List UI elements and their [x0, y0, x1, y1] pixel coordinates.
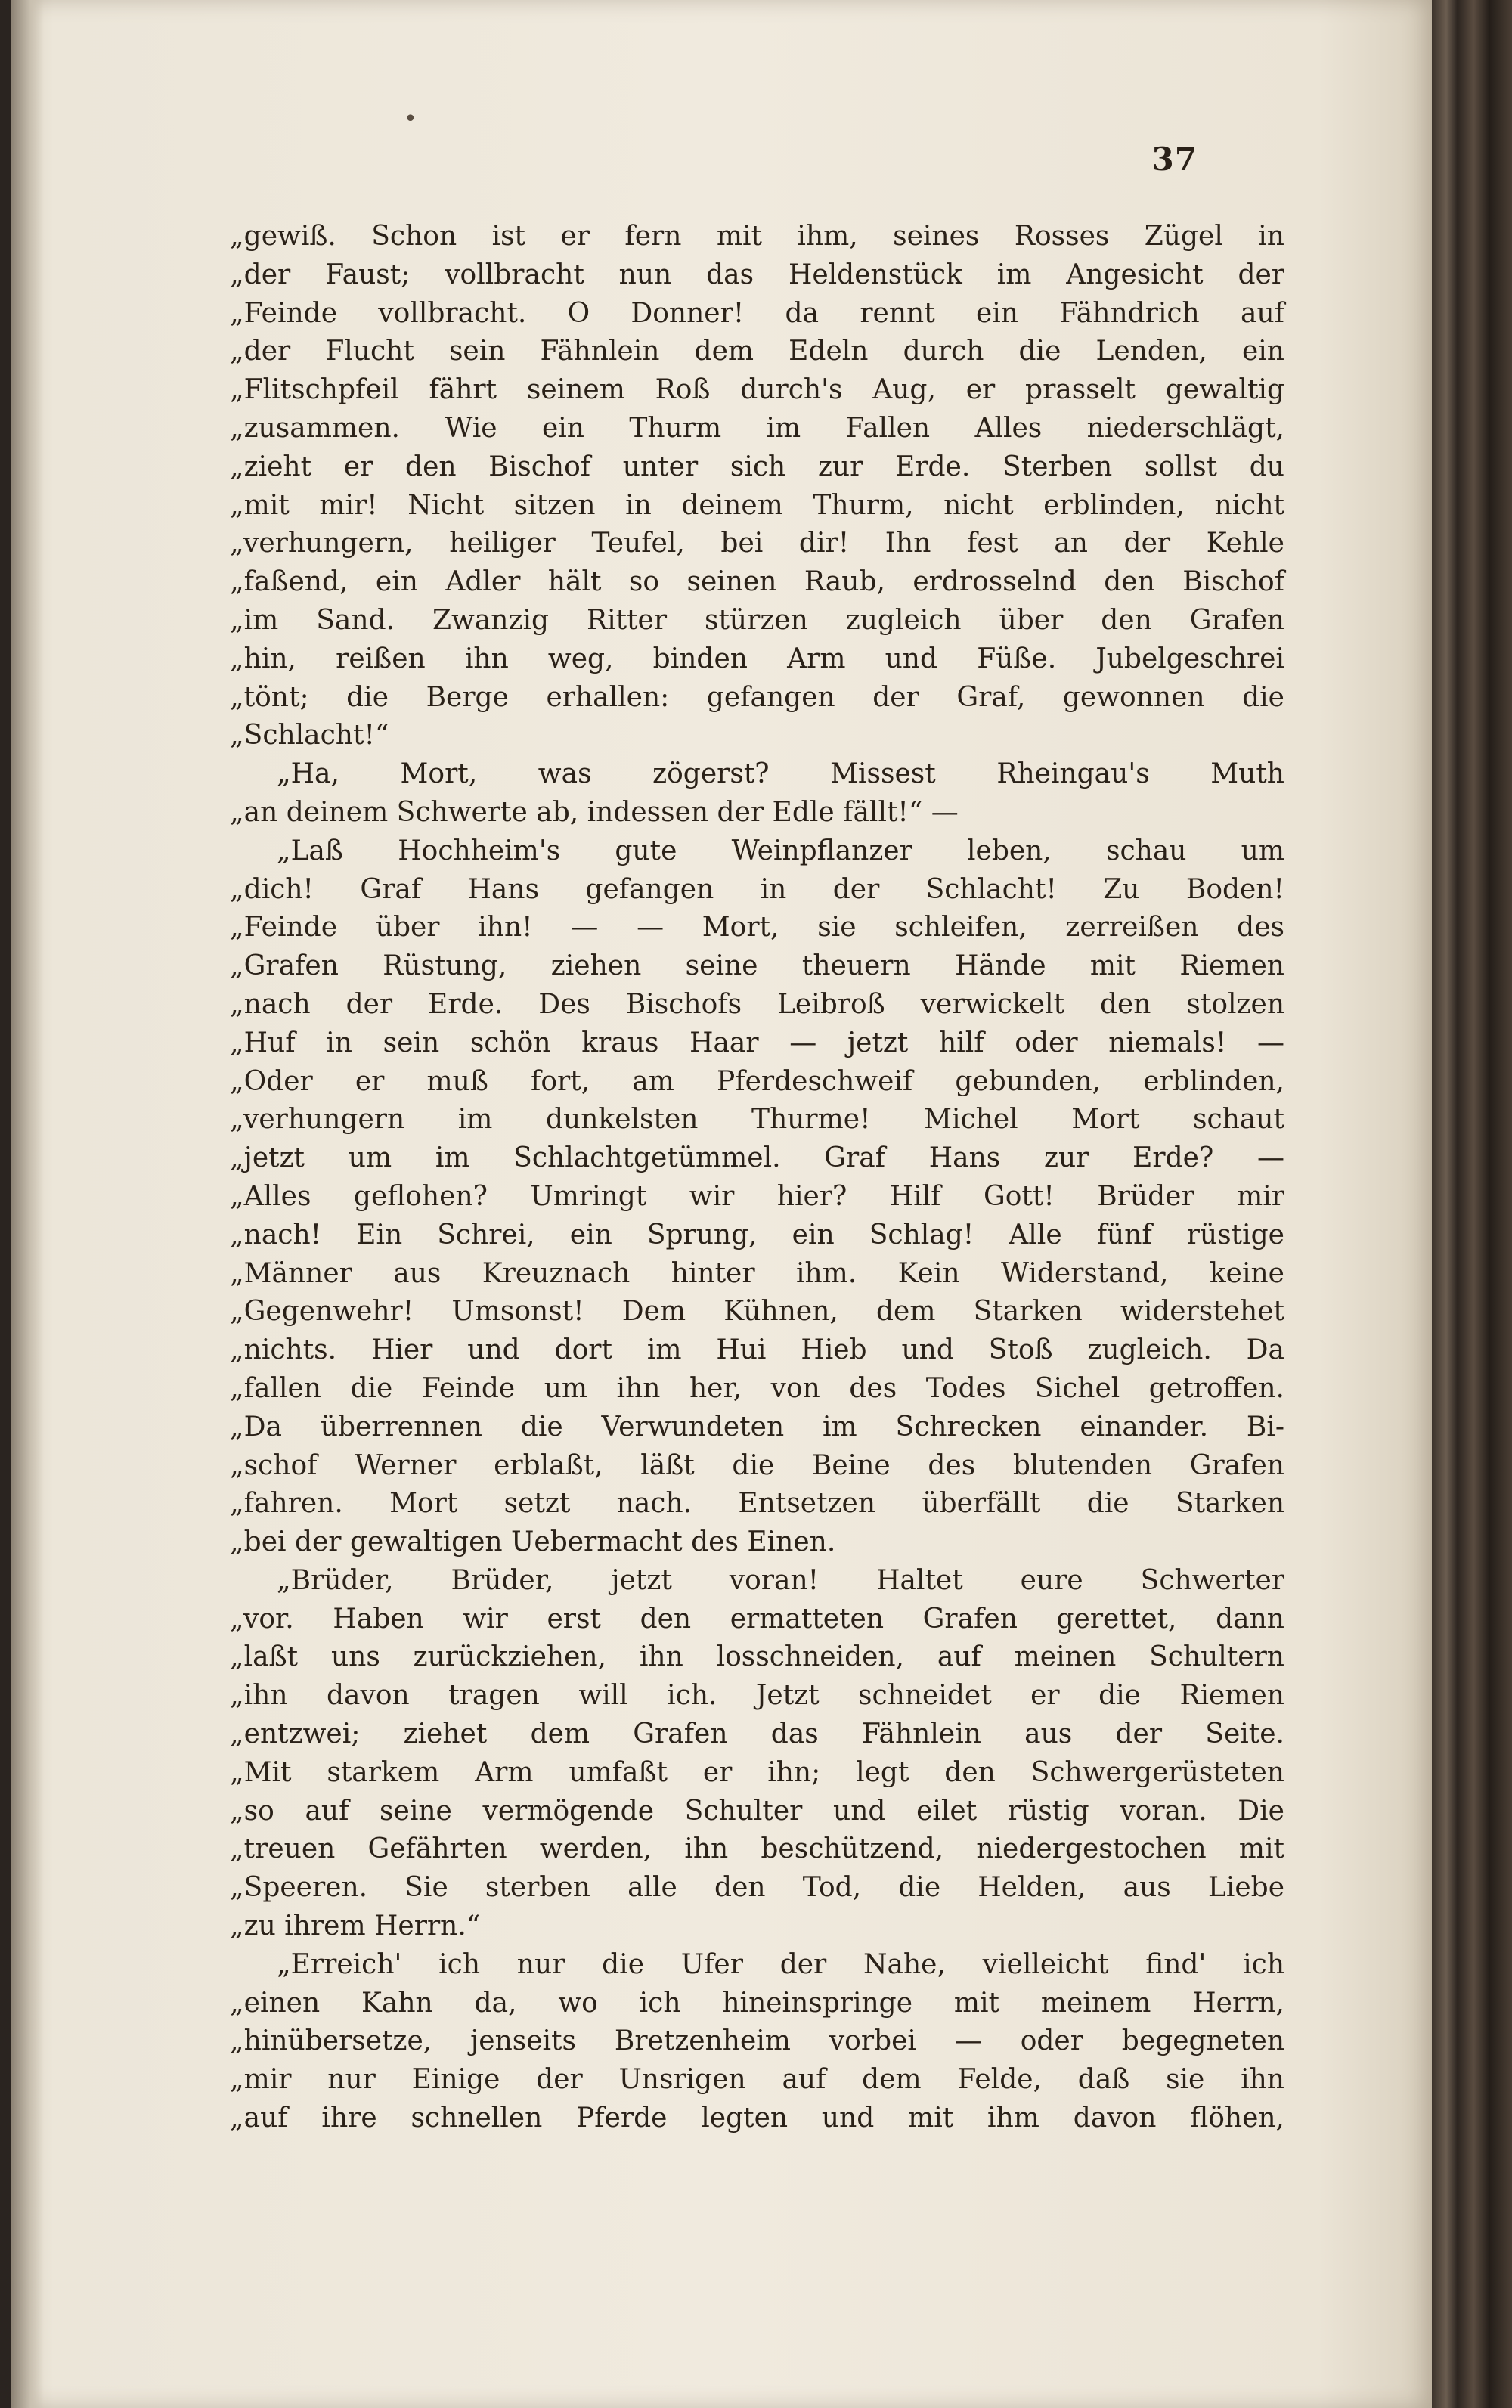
text-line: „hin, reißen ihn weg, binden Arm und Füße. Jubelgeschrei — [230, 643, 1284, 674]
text-line: „Flitschpfeil fährt seinem Roß durch's Aug, er prasselt gewaltig — [230, 374, 1284, 406]
text-line: „treuen Gefährten werden, ihn beschützend, niedergestochen mit — [230, 1833, 1284, 1865]
text-line: „zusammen. Wie ein Thurm im Fallen Alles niederschlägt, — [230, 412, 1284, 444]
text-line: „Mit starkem Arm umfaßt er ihn; legt den Schwergerüsteten — [230, 1756, 1284, 1788]
text-line: „Huf in sein schön kraus Haar — jetzt hilf oder niemals! — — [230, 1027, 1284, 1058]
text-line: „Oder er muß fort, am Pferdeschweif gebunden, erblinden, — [230, 1065, 1284, 1097]
text-line: „Speeren. Sie sterben alle den Tod, die Helden, aus Liebe — [230, 1872, 1284, 1904]
text-line: „gewiß. Schon ist er fern mit ihm, seines Rosses Zügel in — [230, 221, 1284, 252]
text-line: „Grafen Rüstung, ziehen seine theuern Hände mit Riemen — [230, 950, 1284, 982]
text-line: „Laß Hochheim's gute Weinpflanzer leben, schau um — [277, 835, 1284, 866]
text-line: „zieht er den Bischof unter sich zur Erde. Sterben sollst du — [230, 451, 1284, 482]
text-line: „laßt uns zurückziehen, ihn losschneiden, auf meinen Schultern — [230, 1641, 1284, 1673]
text-line: „im Sand. Zwanzig Ritter stürzen zugleich über den Grafen — [230, 604, 1284, 636]
text-line: „Erreich' ich nur die Ufer der Nahe, vielleicht find' ich — [277, 1948, 1284, 1980]
text-line: „der Flucht sein Fähnlein dem Edeln durch die Lenden, ein — [230, 336, 1284, 367]
page-gutter-shadow — [11, 0, 44, 2408]
text-line: „Männer aus Kreuznach hinter ihm. Kein Widerstand, keine — [230, 1257, 1284, 1289]
text-line: „Alles geflohen? Umringt wir hier? Hilf Gott! Brüder mir — [230, 1180, 1284, 1212]
text-line: „zu ihrem Herrn.“ — [230, 1911, 481, 1942]
text-line: „verhungern im dunkelsten Thurme! Michel Mort schaut — [230, 1104, 1284, 1136]
text-line: „Da überrennen die Verwundeten im Schrecken einander. Bi- — [230, 1411, 1284, 1443]
text-line: „Feinde vollbracht. O Donner! da rennt ein Fähndrich auf — [230, 297, 1284, 329]
text-line: „nach! Ein Schrei, ein Sprung, ein Schlag! Alle fünf rüstige — [230, 1219, 1284, 1250]
text-line: „bei der gewaltigen Uebermacht des Einen. — [230, 1526, 836, 1558]
text-line: „tönt; die Berge erhallen: gefangen der Graf, gewonnen die — [230, 681, 1284, 713]
body-text — [230, 218, 1284, 2138]
page-number: 37 — [1151, 141, 1198, 178]
text-line: „nach der Erde. Des Bischofs Leibroß verwickelt den stolzen — [230, 988, 1284, 1020]
book-spine-edge — [1432, 0, 1512, 2408]
text-line: „Gegenwehr! Umsonst! Dem Kühnen, dem Starken widerstehet — [230, 1296, 1284, 1328]
text-line: „entzwei; ziehet dem Grafen das Fähnlein aus der Seite. — [230, 1718, 1284, 1750]
text-line: „jetzt um im Schlachtgetümmel. Graf Hans zur Erde? — — [230, 1142, 1284, 1174]
book-page — [11, 0, 1432, 2408]
text-line: „an deinem Schwerte ab, indessen der Edle fällt!“ — — [230, 796, 959, 828]
text-line: „einen Kahn da, wo ich hineinspringe mit meinem Herrn, — [230, 1987, 1284, 2019]
text-line: „dich! Graf Hans gefangen in der Schlacht! Zu Boden! — [230, 873, 1284, 905]
text-line: „mir nur Einige der Unsrigen auf dem Felde, daß sie ihn — [230, 2064, 1284, 2096]
text-line: „Schlacht!“ — [230, 720, 389, 752]
text-line: „so auf seine vermögende Schulter und eilet rüstig voran. Die — [230, 1795, 1284, 1827]
text-line: „verhungern, heiliger Teufel, bei dir! Ihn fest an der Kehle — [230, 528, 1284, 559]
text-line: „der Faust; vollbracht nun das Heldenstück im Angesicht der — [230, 259, 1284, 290]
text-line: „Brüder, Brüder, jetzt voran! Haltet eure Schwerter — [277, 1564, 1284, 1596]
text-line: „Feinde über ihn! — — Mort, sie schleifen, zerreißen des — [230, 912, 1284, 944]
ink-speck: • — [404, 106, 417, 132]
text-line: „auf ihre schnellen Pferde legten und mit ihm davon flöhen, — [230, 2103, 1284, 2134]
text-line: „vor. Haben wir erst den ermatteten Grafen gerettet, dann — [230, 1603, 1284, 1635]
text-line: „nichts. Hier und dort im Hui Hieb und Stoß zugleich. Da — [230, 1334, 1284, 1366]
text-line: „Ha, Mort, was zögerst? Missest Rheingau's Muth — [277, 758, 1284, 790]
text-line: „faßend, ein Adler hält so seinen Raub, erdrosselnd den Bischof — [230, 566, 1284, 598]
text-line: „ihn davon tragen will ich. Jetzt schneidet er die Riemen — [230, 1680, 1284, 1712]
text-line: „fallen die Feinde um ihn her, von des Todes Sichel getroffen. — [230, 1372, 1284, 1404]
text-line: „mit mir! Nicht sitzen in deinem Thurm, nicht erblinden, nicht — [230, 489, 1284, 521]
text-line: „schof Werner erblaßt, läßt die Beine des blutenden Grafen — [230, 1449, 1284, 1481]
text-line: „hinübersetze, jenseits Bretzenheim vorbei — oder begegneten — [230, 2025, 1284, 2057]
text-line: „fahren. Mort setzt nach. Entsetzen überfällt die Starken — [230, 1488, 1284, 1520]
